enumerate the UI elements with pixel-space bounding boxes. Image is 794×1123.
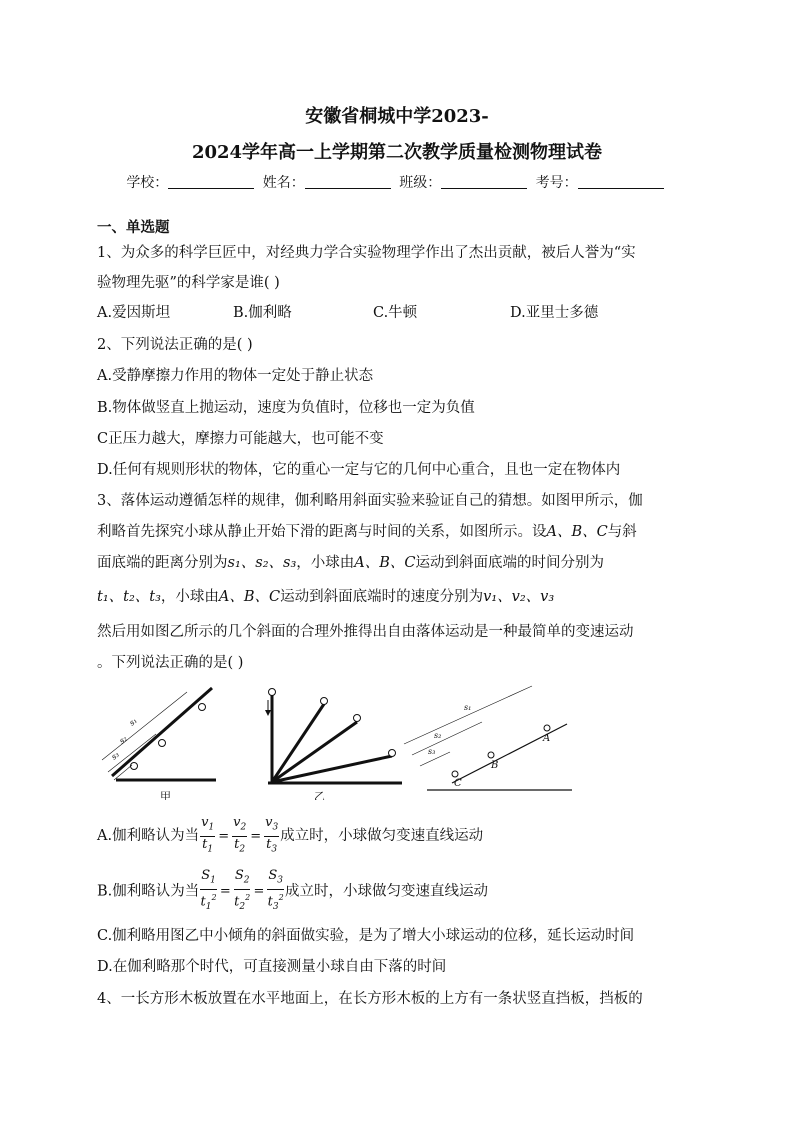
name-label: 姓名： (262, 175, 305, 191)
point-a-label: A (543, 733, 551, 744)
fraction-s1-t1sq: $\frac{S_1}{t_1^2}$ (200, 868, 217, 912)
figure-jia (102, 688, 216, 780)
q3-line2-text-b: 与斜 (607, 524, 637, 540)
q1-option-b: B.伽利略 (233, 305, 292, 321)
q3-option-b-suffix: 成立时，小球做匀变速直线运动 (285, 883, 488, 900)
student-info-row (0, 172, 794, 192)
class-blank[interactable] (441, 174, 527, 189)
figure-yi-label: 乙 (314, 790, 325, 800)
q3-distance-vars: s₁、s₂、s₃ (227, 555, 297, 571)
q3-line2-points: A、B、C (546, 524, 608, 540)
fraction-v1-t1: $\frac{v_1}{t_1}$ (201, 815, 215, 855)
q1-option-c: C.牛顿 (373, 305, 418, 321)
q3-stem-line6: 。下列说法正确的是( ) (97, 655, 244, 671)
point-b-label: B (491, 760, 499, 771)
q3-time-vars: t₁、t₂、t₃ (97, 589, 161, 605)
incline-diagrams (92, 680, 572, 800)
jia-s1-label: s₁ (127, 715, 139, 728)
abc-s1-label: s₁ (464, 703, 472, 712)
q3-line3-points: A、B、C (354, 555, 416, 571)
school-blank[interactable] (168, 174, 254, 189)
point-c-label: C (454, 778, 462, 789)
fraction-v3-t3: $\frac{v_3}{t_3}$ (265, 815, 279, 855)
q2-option-a: A.受静摩擦力作用的物体一定处于静止状态 (97, 368, 374, 384)
q3-option-a-suffix: 成立时，小球做匀变速直线运动 (280, 828, 484, 845)
q3-option-d: D.在伽利略那个时代，可直接测量小球自由下落的时间 (97, 959, 447, 975)
q3-velocity-vars: v₁、v₂、v₃ (483, 589, 555, 605)
school-label: 学校： (126, 175, 169, 191)
q4-stem-line1: 4、一长方形木板放置在水平地面上，在长方形木板的上方有一条状竖直挡板，挡板的 (97, 991, 643, 1007)
q1-stem-line2: 验物理先驱”的科学家是谁( ) (97, 275, 280, 291)
q3-stem-line5: 然后用如图乙所示的几个斜面的合理外推得出自由落体运动是一种最简单的变速运动 (97, 624, 634, 640)
q3-figure (92, 680, 572, 804)
q1-stem-line1: 1、为众多的科学巨匠中，对经典力学合实验物理学作出了杰出贡献，被后人誉为“实 (97, 245, 636, 261)
q3-line3-text-c: 运动到斜面底端的时间分别为 (415, 555, 604, 571)
exam-number-blank[interactable] (578, 174, 664, 189)
q3-stem-line2 (97, 520, 637, 541)
abc-s3-label: s₃ (428, 747, 436, 756)
exam-number-label: 考号： (535, 175, 578, 191)
figure-yi (265, 689, 402, 784)
q3-line2-text-a: 利略首先探究小球从静止开始下滑的距离与时间的关系，如图所示。设 (97, 524, 547, 540)
q3-option-a: A.伽利略认为当 $\frac{v_1}{t_1}$ = $\frac{v_2}{t_2}$ = $\frac{v_3}{t_3}$ 成立时，小球做匀变速直线运动 (97, 815, 483, 857)
q2-option-c: C正压力越大，摩擦力可能越大，也可能不变 (97, 431, 384, 447)
jia-s2-label: s₂ (117, 733, 129, 746)
exam-title-line1: 安徽省桐城中学2023- (305, 106, 489, 127)
fraction-s2-t2sq: $\frac{S_2}{t_2^2}$ (234, 868, 251, 912)
q3-line3-text-a: 面底端的距离分别为 (97, 555, 228, 571)
q3-stem-line1: 3、落体运动遵循怎样的规律，伽利略用斜面实验来验证自己的猜想。如图甲所示，伽 (97, 493, 643, 509)
q3-option-b-prefix: B.伽利略认为当 (97, 883, 200, 900)
q1-option-d: D.亚里士多德 (510, 305, 599, 321)
jia-s3-label: s₃ (109, 749, 121, 762)
q2-stem: 2、下列说法正确的是( ) (97, 337, 253, 353)
q3-line4-text-b: 运动到斜面底端时的速度分别为 (280, 589, 484, 605)
section-title: 一、单选题 (97, 219, 170, 236)
q3-stem-line4 (97, 585, 554, 606)
q3-option-b: B.伽利略认为当 $\frac{S_1}{t_1^2}$ = $\frac{S_2}{t_2^2}$ = $\frac{S_3}{t_3^2}$ 成立时，小球做匀变速直线运动 (97, 868, 488, 915)
exam-title-line2: 2024学年高一上学期第二次教学质量检测物理试卷 (191, 142, 603, 163)
fraction-s3-t3sq: $\frac{S_3}{t_3^2}$ (267, 868, 284, 912)
q2-option-d: D.任何有规则形状的物体，它的重心一定与它的几何中心重合，且也一定在物体内 (97, 462, 621, 478)
class-label: 班级： (399, 175, 442, 191)
q3-line4-points: A、B、C (218, 589, 281, 605)
q3-line3-text-b: ，小球由 (296, 555, 355, 571)
q3-line4-text-a: ，小球由 (160, 589, 219, 605)
q3-option-a-prefix: A.伽利略认为当 (97, 828, 200, 845)
q3-stem-line3 (97, 551, 604, 572)
name-blank[interactable] (305, 174, 391, 189)
abc-s2-label: s₂ (434, 731, 442, 740)
q2-option-b: B.物体做竖直上抛运动，速度为负值时，位移也一定为负值 (97, 400, 475, 416)
fraction-v2-t2: $\frac{v_2}{t_2}$ (233, 815, 247, 855)
q1-option-a: A.爱因斯坦 (97, 305, 171, 321)
q3-option-c: C.伽利略用图乙中小倾角的斜面做实验，是为了增大小球运动的位移，延长运动时间 (97, 928, 635, 944)
figure-jia-label: 甲 (160, 790, 171, 800)
